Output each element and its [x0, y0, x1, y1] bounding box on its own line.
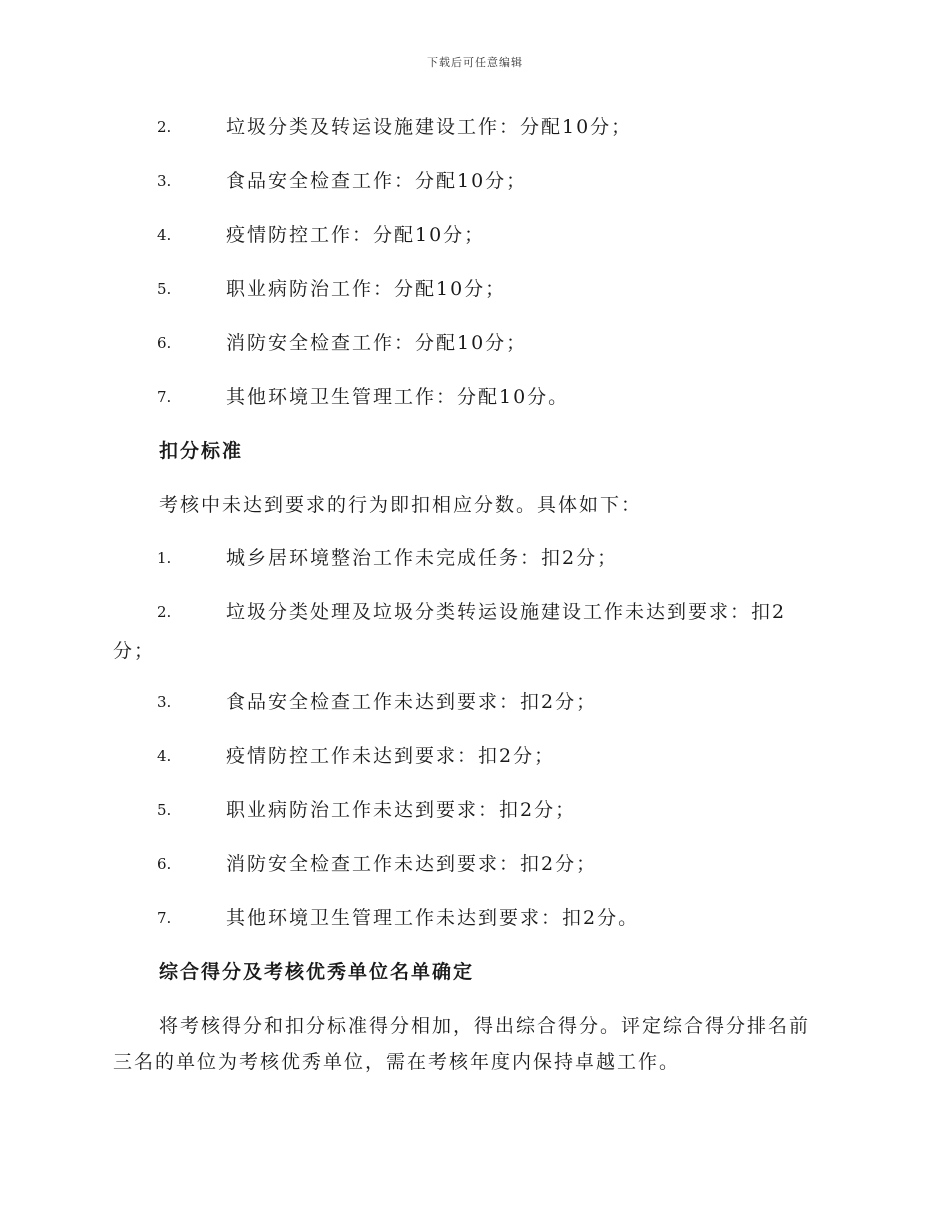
list-text: 其他环境卫生管理工作：分配10分。: [226, 386, 570, 408]
list-text: 消防安全检查工作：分配10分；: [226, 332, 528, 354]
list-text: 其他环境卫生管理工作未达到要求：扣2分。: [226, 907, 640, 929]
list-number: 5.: [157, 801, 172, 819]
section-heading-ranking: 综合得分及考核优秀单位名单确定: [159, 961, 475, 983]
list-number: 5.: [157, 280, 172, 298]
list-number: 2.: [157, 603, 172, 621]
list-text: 职业病防治工作未达到要求：扣2分；: [226, 799, 577, 821]
list-number: 2.: [157, 118, 172, 136]
list-text: 疫情防控工作未达到要求：扣2分；: [226, 745, 556, 767]
section-heading-deduction: 扣分标准: [159, 440, 244, 462]
list-number: 7.: [157, 388, 172, 406]
list-text: 食品安全检查工作：分配10分；: [226, 170, 528, 192]
list-text: 垃圾分类及转运设施建设工作：分配10分；: [226, 116, 633, 138]
list-text: 消防安全检查工作未达到要求：扣2分；: [226, 853, 598, 875]
list-number: 4.: [157, 226, 172, 244]
list-text: 食品安全检查工作未达到要求：扣2分；: [226, 691, 598, 713]
list-text: 城乡居环境整治工作未完成任务：扣2分；: [226, 547, 619, 569]
list-text: 疫情防控工作：分配10分；: [226, 224, 486, 246]
list-text: 职业病防治工作：分配10分；: [226, 278, 507, 300]
page-header: 下载后可任意编辑: [427, 56, 523, 69]
list-number: 7.: [157, 909, 172, 927]
list-number: 6.: [157, 334, 172, 352]
list-number: 3.: [157, 172, 172, 190]
list-text-continuation: 分；: [113, 640, 156, 662]
paragraph-line: 将考核得分和扣分标准得分相加，得出综合得分。评定综合得分排名前: [159, 1015, 811, 1037]
paragraph-line: 三名的单位为考核优秀单位，需在考核年度内保持卓越工作。: [113, 1051, 681, 1073]
list-text: 垃圾分类处理及垃圾分类转运设施建设工作未达到要求：扣2: [226, 601, 787, 623]
list-number: 1.: [157, 549, 172, 567]
list-number: 6.: [157, 855, 172, 873]
list-number: 4.: [157, 747, 172, 765]
section-intro: 考核中未达到要求的行为即扣相应分数。具体如下：: [159, 494, 643, 516]
list-number: 3.: [157, 693, 172, 711]
